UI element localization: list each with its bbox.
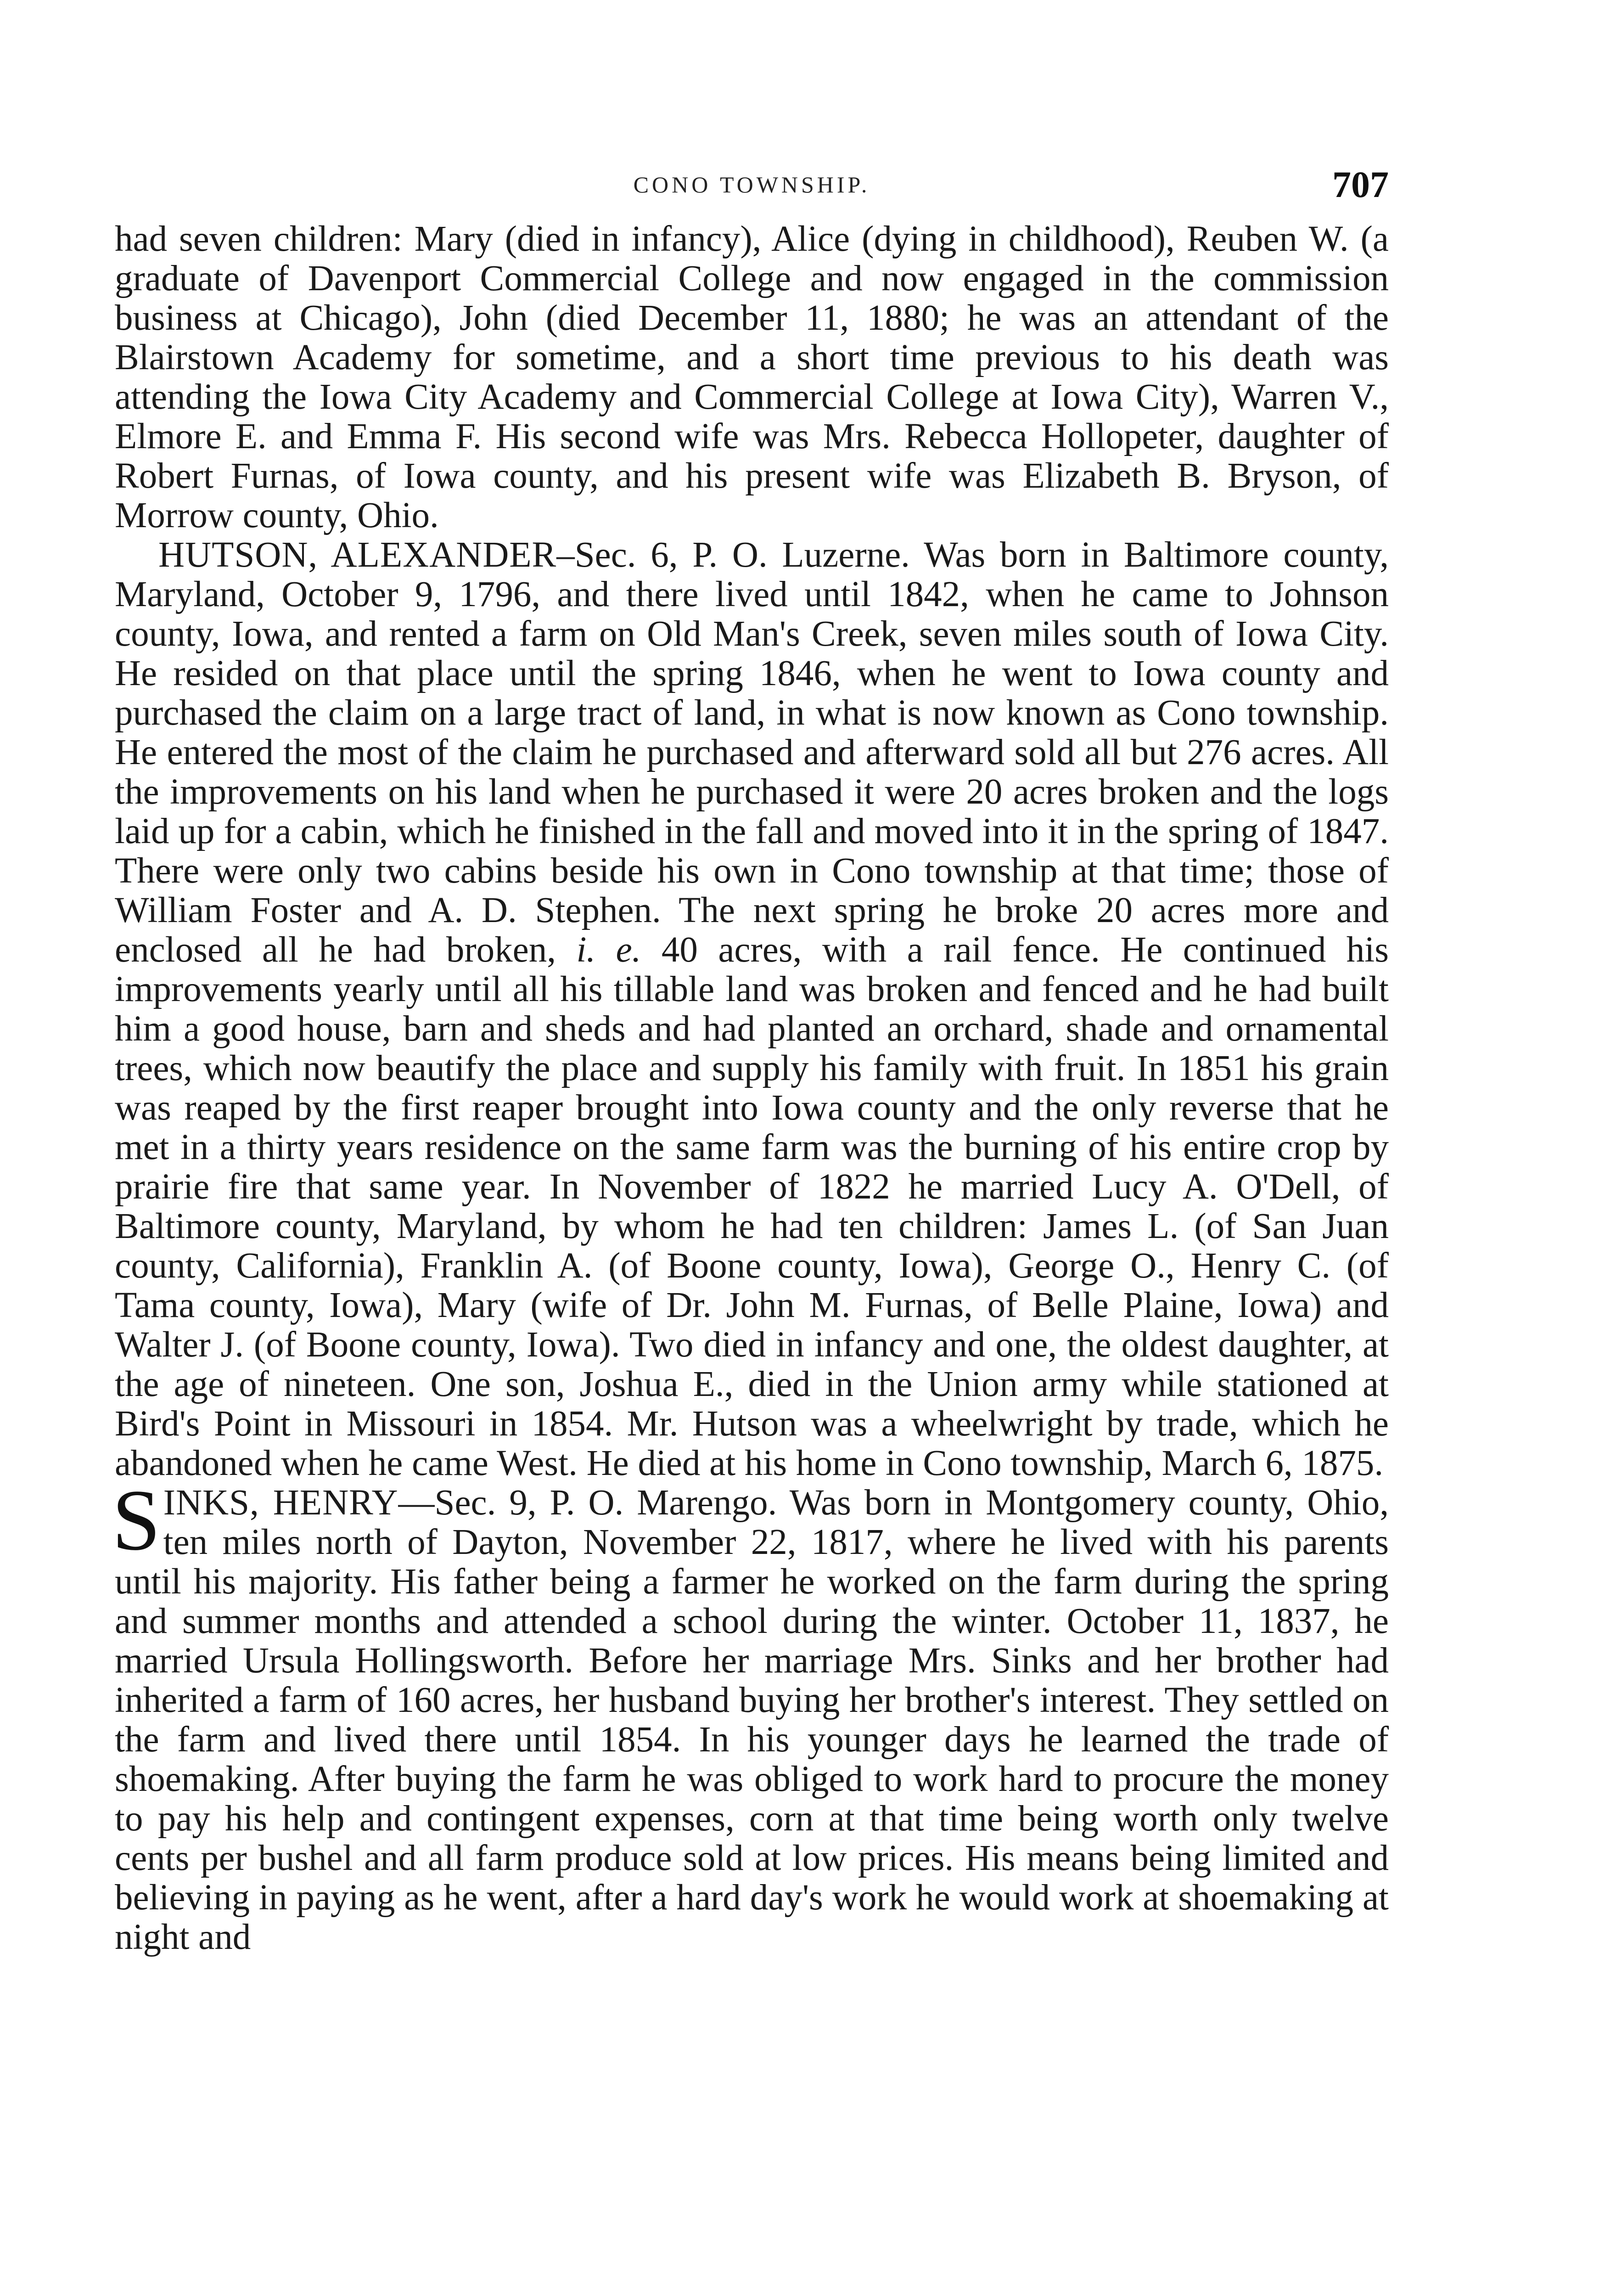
hutson-entry-text-continued: 40 acres, with a rail fence. He continued his improvements yearly until all his tillable land was broken and fenced and he had built him a good house, barn and sheds and had planted an orchard, shade and ornamental trees, which now beautify the place and supply his family with fruit. In 1851 his grain was reaped by the first reaper brought into Iowa county and the only reverse that he met in a thirty years residence on the same farm was the burning of his entire crop by prairie fire that same year. In November of 1822 he married Lucy A. O'Dell, of Baltimore county, Maryland, by whom he had ten children: James L. (of San Juan county, California), Franklin A. (of Boone county, Iowa), George O., Henry C. (of Tama county, Iowa), Mary (wife of Dr. John M. Furnas, of Belle Plaine, Iowa) and Walter J. (of Boone county, Iowa). Two died in infancy and one, the oldest daughter, at the age of nineteen. One son, Joshua E., died in the Union army while stationed at Bird's Point in Missouri in 1854. Mr. Hutson was a wheelwright by trade, which he abandoned when he came West. He died at his home in Cono township, March 6, 1875.	[115, 930, 1389, 1483]
continuation-paragraph: had seven children: Mary (died in infancy), Alice (dying in childhood), Reuben W. (a graduate of Davenport Commercial College and now engaged in the commission business at Chicago), John (died December 11, 1880; he was an attendant of the Blairstown Academy for sometime, and a short time previous to his death was attending the Iowa City Academy and Commercial College at Iowa City), Warren V., Elmore E. and Emma F. His second wife was Mrs. Rebecca Hollopeter, daughter of Robert Furnas, of Iowa county, and his present wife was Elizabeth B. Bryson, of Morrow county, Ohio.	[115, 219, 1389, 535]
body-text	[112, 219, 1389, 1957]
running-title: CONO TOWNSHIP.	[633, 172, 870, 197]
drop-cap-initial: S	[112, 1472, 161, 1569]
ie-abbreviation: i. e.	[576, 930, 641, 970]
hutson-entry-name: HUTSON, ALEXANDER	[158, 535, 557, 575]
sinks-entry	[112, 1472, 1389, 1957]
sinks-entry-name: INKS, HENRY	[163, 1483, 398, 1523]
hutson-entry-text: –Sec. 6, P. O. Luzerne. Was born in Baltimore county, Maryland, October 9, 1796, and there lived until 1842, when he came to Johnson county, Iowa, and rented a farm on Old Man's Creek, seven miles south of Iowa City. He resided on that place until the spring 1846, when he went to Iowa county and purchased the claim on a large tract of land, in what is now known as Cono township. He entered the most of the claim he purchased and afterward sold all but 276 acres. All the improvements on his land when he purchased it were 20 acres broken and the logs laid up for a cabin, which he finished in the fall and moved into it in the spring of 1847. There were only two cabins beside his own in Cono township at that time; those of William Foster and A. D. Stephen. The next spring he broke 20 acres more and enclosed all he had broken,	[115, 535, 1389, 970]
hutson-entry	[115, 535, 1389, 1483]
sinks-entry-text: —Sec. 9, P. O. Marengo. Was born in Montgomery county, Ohio, ten miles north of Dayton, November 22, 1817, where he lived with his parents until his majority. His father being a farmer he worked on the farm during the spring and summer months and attended a school during the winter. October 11, 1837, he married Ursula Hollingsworth. Before her marriage Mrs. Sinks and her brother had inherited a farm of 160 acres, her husband buying her brother's interest. They settled on the farm and lived there until 1854. In his younger days he learned the trade of shoemaking. After buying the farm he was obliged to work hard to procure the money to pay his help and contingent expenses, corn at that time being worth only twelve cents per bushel and all farm produce sold at low prices. His means being limited and believing in paying as he went, after a hard day's work he would work at shoemaking at night and	[115, 1483, 1389, 1957]
running-head	[115, 163, 1389, 209]
page-number: 707	[1332, 163, 1389, 205]
